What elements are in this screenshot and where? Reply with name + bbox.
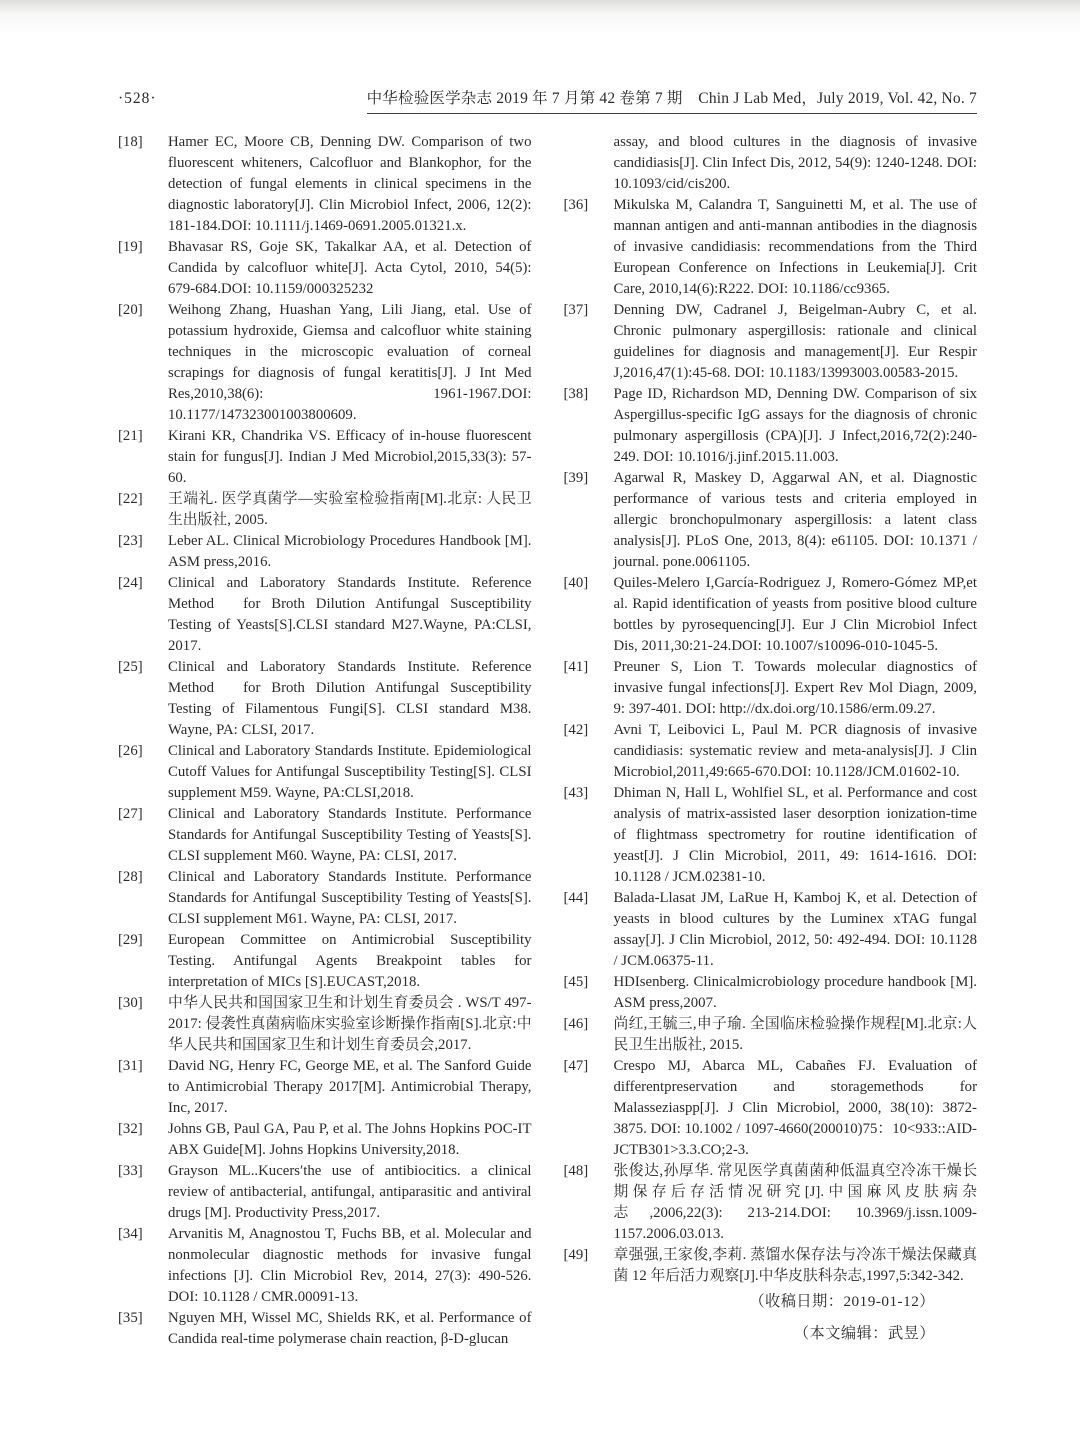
- page-header: [118, 86, 977, 114]
- reference-item: [118, 132, 532, 237]
- reference-item: [564, 573, 978, 657]
- reference-number: [39]: [563, 470, 589, 486]
- reference-item: [564, 783, 978, 888]
- reference-number: [48]: [563, 1163, 589, 1179]
- reference-item: [118, 1119, 532, 1161]
- reference-text: Leber AL. Clinical Microbiology Procedures Handbook [M]. ASM press,2016.: [168, 533, 532, 570]
- reference-text: assay, and blood cultures in the diagnosis of invasive candidiasis[J]. Clin Infect Dis, 2012, 54(9): 1240-1248. DOI: 10.1093/cid/cis200.: [613, 134, 977, 192]
- reference-text: Denning DW, Cadranel J, Beigelman-Aubry C, et al. Chronic pulmonary aspergillosis: rationale and clinical guidelines for diagnosis and management[J]. Eur Respir J,2016,47(1):45-68. DOI: 10.1183/13993003.00583-2015.: [613, 302, 977, 381]
- reference-item: [564, 384, 978, 468]
- reference-item: [118, 804, 532, 867]
- reference-item: [118, 426, 532, 489]
- reference-number: [26]: [118, 743, 143, 759]
- reference-item: [564, 1014, 978, 1056]
- page-number: ·528·: [118, 90, 157, 107]
- reference-text: 章强强,王家俊,李莉. 蒸馏水保存法与冷冻干燥法保藏真菌 12 年后活力观察[J].中华皮肤科杂志,1997,5:342-342.: [613, 1247, 977, 1284]
- reference-item: [118, 300, 532, 426]
- reference-number: [36]: [563, 197, 589, 213]
- reference-text: David NG, Henry FC, George ME, et al. The Sanford Guide to Antimicrobial Therapy 2017[M]. Antimicrobial Therapy, Inc, 2017.: [168, 1058, 532, 1116]
- reference-text: 尚红,王毓三,申子瑜. 全国临床检验操作规程[M].北京:人民卫生出版社, 2015.: [613, 1016, 977, 1053]
- reference-text: Clinical and Laboratory Standards Institute. Performance Standards for Antifungal Susceptibility Testing of Yeasts[S]. CLSI supplement M61. Wayne, PA: CLSI, 2017.: [168, 869, 532, 927]
- reference-text: Clinical and Laboratory Standards Institute. Epidemiological Cutoff Values for Antifungal Susceptibility Testing[S]. CLSI supplement M59. Wayne, PA:CLSI,2018.: [168, 743, 532, 801]
- reference-item: [564, 720, 978, 783]
- reference-item: [564, 657, 978, 720]
- reference-text: 中华人民共和国国家卫生和计划生育委员会 . WS/T 497-2017: 侵袭性真菌病临床实验室诊断操作指南[S].北京:中华人民共和国国家卫生和计划生育委员会,2017.: [168, 995, 532, 1053]
- reference-number: [30]: [118, 995, 143, 1011]
- reference-text: Mikulska M, Calandra T, Sanguinetti M, et al. The use of mannan antigen and anti-mannan antibodies in the diagnosis of invasive candidiasis: recommendations from the Third European Conference on Infections in Leukemia[J]. Crit Care, 2010,14(6):R222. DOI: 10.1186/cc9365.: [613, 197, 977, 297]
- reference-item: [118, 573, 532, 657]
- reference-text: Bhavasar RS, Goje SK, Takalkar AA, et al. Detection of Candida by calcofluor white[J]. Acta Cytol, 2010, 54(5): 679-684.DOI: 10.1159/000325232: [168, 239, 532, 297]
- reference-number: [40]: [563, 575, 589, 591]
- reference-list-right: [564, 132, 978, 1287]
- reference-item: [564, 300, 978, 384]
- reference-number: [18]: [118, 134, 143, 150]
- reference-number: [27]: [118, 806, 143, 822]
- reference-column-left: [118, 132, 532, 1350]
- reference-number: [21]: [118, 428, 143, 444]
- reference-text: Grayson ML..Kucers′the use of antibiocitics. a clinical review of antibacterial, antifungal, antiparasitic and antiviral drugs [M]. Productivity Press,2017.: [168, 1163, 532, 1221]
- reference-number: [44]: [563, 890, 589, 906]
- reference-number: [49]: [563, 1247, 589, 1263]
- reference-item: [118, 531, 532, 573]
- reference-number: [43]: [563, 785, 589, 801]
- reference-number: [34]: [118, 1226, 143, 1242]
- reference-text: Kirani KR, Chandrika VS. Efficacy of in-house fluorescent stain for fungus[J]. Indian J Med Microbiol,2015,33(3): 57-60.: [168, 428, 532, 486]
- reference-text: 王端礼. 医学真菌学—实验室检验指南[M].北京: 人民卫生出版社, 2005.: [168, 491, 532, 528]
- reference-number: [25]: [118, 659, 143, 675]
- reference-number: [33]: [118, 1163, 143, 1179]
- reference-text: Quiles-Melero I,García-Rodriguez J, Romero-Gómez MP,et al. Rapid identification of yeasts from positive blood culture bottles by pyrosequencing[J]. Eur J Clin Microbiol Infect Dis, 2011,30:21-24.DOI: 10.1007/s10096-010-1045-5.: [613, 575, 977, 654]
- reference-columns: [118, 132, 977, 1350]
- reference-item: [564, 468, 978, 573]
- reference-text: Balada-Llasat JM, LaRue H, Kamboj K, et al. Detection of yeasts in blood cultures by the Luminex xTAG fungal assay[J]. J Clin Microbiol, 2012, 50: 492-494. DOI: 10.1128 / JCM.06375-11.: [613, 890, 977, 969]
- reference-number: [564, 132, 614, 195]
- reference-text: European Committee on Antimicrobial Susceptibility Testing. Antifungal Agents Breakpoint tables for interpretation of MICs [S].EUCAST,2018.: [168, 932, 532, 990]
- reference-number: [37]: [563, 302, 589, 318]
- reference-item: [118, 1161, 532, 1224]
- reference-number: [35]: [118, 1310, 143, 1326]
- reference-text: Weihong Zhang, Huashan Yang, Lili Jiang, etal. Use of potassium hydroxide, Giemsa and calcofluor white staining techniques in the microscopic evaluation of corneal scrapings for diagnosis of fungal keratitis[J]. J Int Med Res,2010,38(6): 1961-1967.DOI: 10.1177/147323001003800609.: [168, 302, 532, 423]
- reference-item: [118, 1056, 532, 1119]
- reference-item: [564, 888, 978, 972]
- reference-list-left: [118, 132, 532, 1350]
- reference-item: [118, 867, 532, 930]
- reference-text: Dhiman N, Hall L, Wohlfiel SL, et al. Performance and cost analysis of matrix-assisted laser desorption ionization-time of flightmass spectrometry for routine identification of yeast[J]. J Clin Microbiol, 2011, 49: 1614-1616. DOI: 10.1128 / JCM.02381-10.: [613, 785, 977, 885]
- reference-item: [118, 741, 532, 804]
- reference-number: [20]: [118, 302, 143, 318]
- reference-number: [47]: [563, 1058, 589, 1074]
- reference-number: [28]: [118, 869, 143, 885]
- reference-text: Page ID, Richardson MD, Denning DW. Comparison of six Aspergillus-specific IgG assays for the diagnosis of chronic pulmonary aspergillosis (CPA)[J]. J Infect,2016,72(2):240-249. DOI: 10.1016/j.jinf.2015.11.003.: [613, 386, 977, 465]
- reference-text: Crespo MJ, Abarca ML, Cabañes FJ. Evaluation of differentpreservation and storagemethods for Malasseziaspp[J]. J Clin Microbiol, 2000, 38(10): 3872-3875. DOI: 10.1002 / 1097-4660(200010)75：10<933::AID-JCTB301>3.3.CO;2-3.: [613, 1058, 977, 1158]
- reference-item: [118, 1224, 532, 1308]
- reference-item: [118, 657, 532, 741]
- reference-number: [31]: [118, 1058, 143, 1074]
- reference-text: Johns GB, Paul GA, Pau P, et al. The Johns Hopkins POC-IT ABX Guide[M]. Johns Hopkins University,2018.: [168, 1121, 532, 1158]
- reference-item: [118, 993, 532, 1056]
- reference-text: Arvanitis M, Anagnostou T, Fuchs BB, et al. Molecular and nonmolecular diagnostic methods for invasive fungal infections [J]. Clin Microbiol Rev, 2014, 27(3): 490-526. DOI: 10.1128 / CMR.00091-13.: [168, 1226, 532, 1305]
- reference-item: [118, 237, 532, 300]
- editor-note: （本文编辑：武昱）: [793, 1325, 935, 1342]
- reference-item: [564, 1161, 978, 1245]
- reference-text: Clinical and Laboratory Standards Institute. Reference Method for Broth Dilution Antifungal Susceptibility Testing of Filamentous Fungi[S]. CLSI standard M38. Wayne, PA: CLSI, 2017.: [168, 659, 532, 738]
- reference-number: [23]: [118, 533, 143, 549]
- reference-text: 张俊达,孙厚华. 常见医学真菌菌种低温真空冷冻干燥长期保存后存活情况研究[J].中国麻风皮肤病杂志,2006,22(3): 213-214.DOI: 10.3969/j.issn.1009-1157.2006.03.013.: [613, 1163, 977, 1242]
- reference-item: [564, 972, 978, 1014]
- reference-text: Agarwal R, Maskey D, Aggarwal AN, et al. Diagnostic performance of various tests and criteria employed in allergic bronchopulmonary aspergillosis: a latent class analysis[J]. PLoS One, 2013, 8(4): e61105. DOI: 10.1371 / journal. pone.0061105.: [613, 470, 977, 570]
- reference-number: [32]: [118, 1121, 143, 1137]
- reference-number: [22]: [118, 491, 143, 507]
- reference-number: [42]: [563, 722, 589, 738]
- reference-number: [19]: [118, 239, 143, 255]
- reference-item: [118, 489, 532, 531]
- reference-number: [38]: [563, 386, 589, 402]
- reference-item: [564, 1245, 978, 1287]
- reference-text: Avni T, Leibovici L, Paul M. PCR diagnosis of invasive candidiasis: systematic review and meta-analysis[J]. J Clin Microbiol,2011,49:665-670.DOI: 10.1128/JCM.01602-10.: [613, 722, 977, 780]
- reference-number: [45]: [563, 974, 589, 990]
- reference-number: [46]: [563, 1016, 589, 1032]
- reference-item: [118, 930, 532, 993]
- reference-item: [564, 1056, 978, 1161]
- reference-text: Clinical and Laboratory Standards Institute. Performance Standards for Antifungal Susceptibility Testing of Yeasts[S]. CLSI supplement M60. Wayne, PA: CLSI, 2017.: [168, 806, 532, 864]
- reference-item: [118, 1308, 532, 1350]
- reference-column-right: [564, 132, 978, 1350]
- reference-number: [29]: [118, 932, 143, 948]
- reference-item: [564, 132, 978, 195]
- reference-text: Preuner S, Lion T. Towards molecular diagnostics of invasive fungal infections[J]. Expert Rev Mol Diagn, 2009, 9: 397-401. DOI: http://dx.doi.org/10.1586/erm.09.27.: [613, 659, 977, 717]
- reference-number: [24]: [118, 575, 143, 591]
- reference-number: [41]: [563, 659, 589, 675]
- reference-text: HDIsenberg. Clinicalmicrobiology procedure handbook [M]. ASM press,2007.: [613, 974, 977, 1011]
- received-date: （收稿日期：2019-01-12）: [749, 1293, 935, 1310]
- reference-text: Hamer EC, Moore CB, Denning DW. Comparison of two fluorescent whiteners, Calcofluor and Blankophor, for the detection of fungal elements in clinical specimens in the diagnostic laboratory[J]. Clin Microbiol Infect, 2006, 12(2): 181-184.DOI: 10.1111/j.1469-0691.2005.01321.x.: [168, 134, 532, 234]
- reference-item: [564, 195, 978, 300]
- journal-title-line: 中华检验医学杂志 2019 年 7 月第 42 卷第 7 期 Chin J Lab Med，July 2019, Vol. 42, No. 7: [367, 86, 977, 114]
- reference-text: Clinical and Laboratory Standards Institute. Reference Method for Broth Dilution Antifungal Susceptibility Testing of Yeasts[S].CLSI standard M27.Wayne, PA:CLSI, 2017.: [168, 575, 532, 654]
- reference-text: Nguyen MH, Wissel MC, Shields RK, et al. Performance of Candida real-time polymerase chain reaction, β-D-glucan: [168, 1310, 532, 1347]
